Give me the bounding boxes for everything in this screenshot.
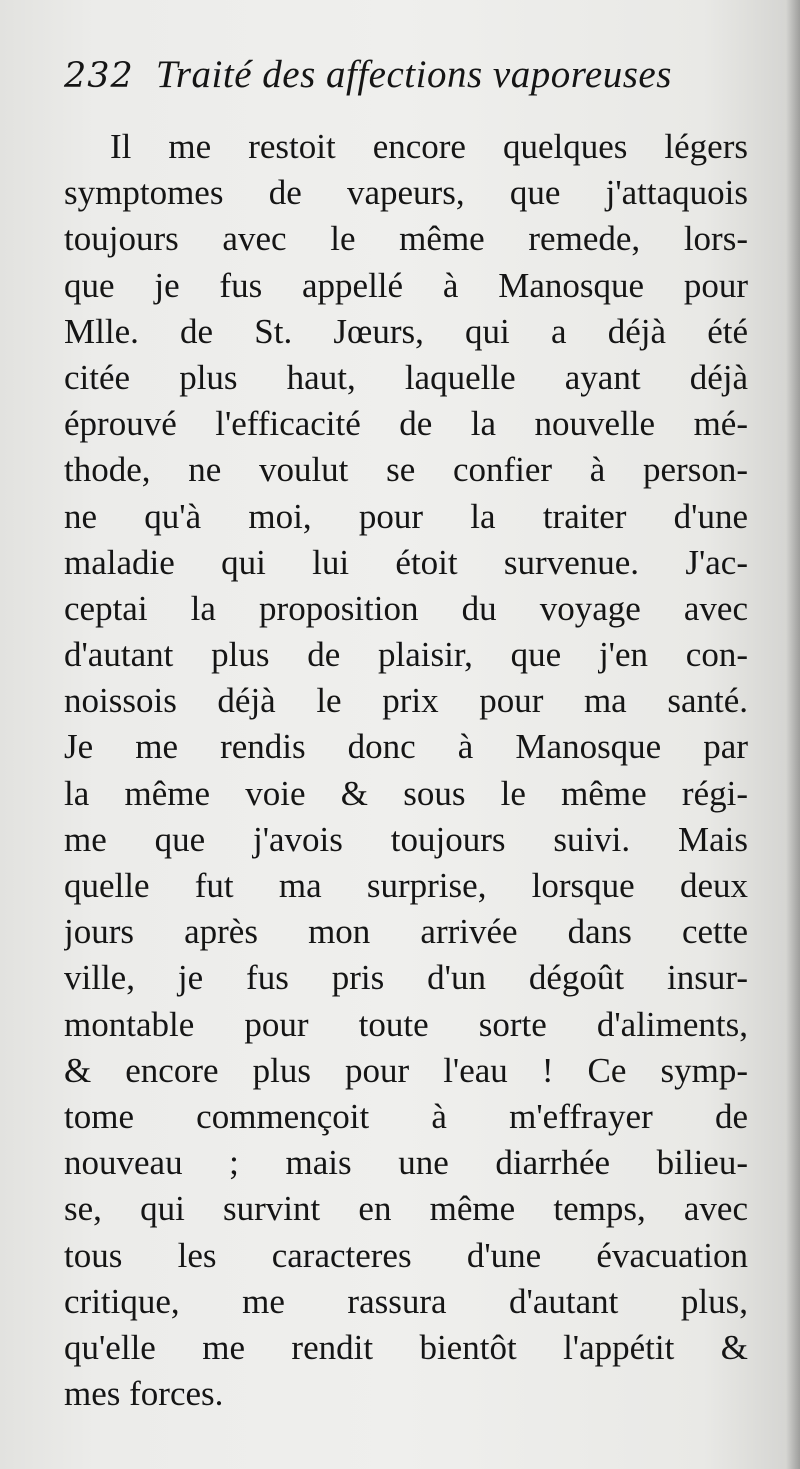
text-line: nouveau ; mais une diarrhée bilieu- bbox=[64, 1143, 748, 1183]
text-line: thode, ne voulut se confier à person- bbox=[64, 450, 748, 490]
text-line: Il me restoit encore quelques légers bbox=[110, 127, 748, 166]
text-line: éprouvé l'efficacité de la nouvelle mé- bbox=[64, 404, 748, 444]
text-line: que je fus appellé à Manosque pour bbox=[64, 265, 748, 305]
text-line: quelle fut ma surprise, lorsque deux bbox=[64, 866, 748, 905]
page-number: 232 bbox=[64, 56, 134, 96]
text-line: tome commençoit à m'effrayer de bbox=[64, 1096, 748, 1136]
running-title: Traité des affections vaporeuses bbox=[155, 53, 672, 96]
text-line: noissois déjà le prix pour ma santé. bbox=[64, 681, 748, 721]
text-line: Je me rendis donc à Manosque par bbox=[64, 727, 748, 767]
text-line: ne qu'à moi, pour la traiter d'une bbox=[64, 496, 748, 536]
text-line: maladie qui lui étoit survenue. J'ac- bbox=[64, 542, 748, 582]
text-line: toujours avec le même remede, lors- bbox=[64, 219, 748, 259]
page-header bbox=[64, 52, 764, 102]
text-line: critique, me rassura d'autant plus, bbox=[64, 1281, 748, 1321]
text-line: tous les caracteres d'une évacuation bbox=[64, 1235, 748, 1275]
body-paragraph bbox=[64, 124, 748, 1417]
text-line: symptomes de vapeurs, que j'attaquois bbox=[64, 173, 748, 213]
text-line: qu'elle me rendit bientôt l'appétit & bbox=[64, 1327, 748, 1367]
text-line: Mlle. de St. Jœurs, qui a déjà été bbox=[64, 311, 748, 351]
text-line: se, qui survint en même temps, avec bbox=[64, 1189, 748, 1229]
text-line: ville, je fus pris d'un dégoût insur- bbox=[64, 958, 748, 998]
text-line: d'autant plus de plaisir, que j'en con- bbox=[64, 635, 748, 675]
page-edge-shadow bbox=[786, 0, 800, 1469]
text-line: me que j'avois toujours suivi. Mais bbox=[64, 819, 748, 859]
text-line: mes forces. bbox=[64, 1374, 224, 1414]
text-line: & encore plus pour l'eau ! Ce symp- bbox=[64, 1050, 748, 1090]
text-line: ceptai la proposition du voyage avec bbox=[64, 588, 748, 628]
text-line: jours après mon arrivée dans cette bbox=[64, 912, 748, 952]
text-line: citée plus haut, laquelle ayant déjà bbox=[64, 357, 748, 397]
text-line: montable pour toute sorte d'aliments, bbox=[64, 1004, 748, 1044]
text-line: la même voie & sous le même régi- bbox=[64, 773, 748, 813]
